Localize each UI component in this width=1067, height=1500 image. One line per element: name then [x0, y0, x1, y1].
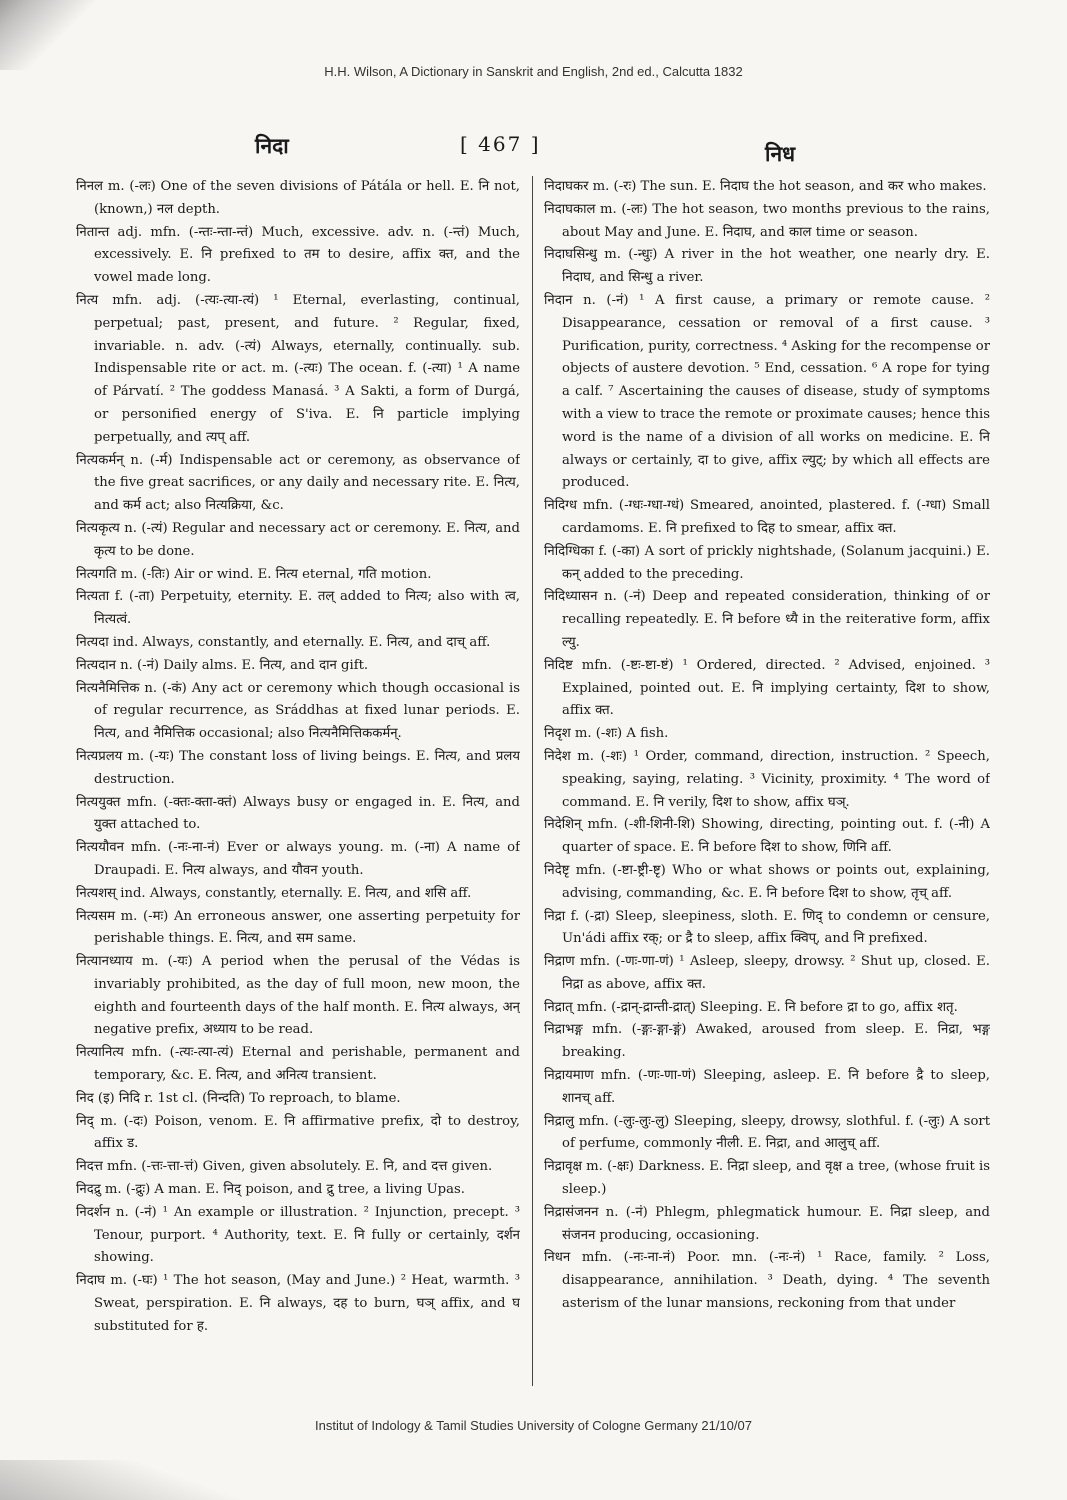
dictionary-entry: नित्यानध्याय m. (-यः) A period when the perusal of the Védas is invariably prohibited, as the day of full moon, new moon, the eighth and fourteenth days of the half month. E. नित्य always, अन् negative prefix, अध्याय to be read. [76, 954, 520, 1038]
dictionary-entry: निदृश m. (-शः) A fish. [544, 726, 669, 742]
dictionary-entry: नित्यशस् ind. Always, constantly, eternally. E. नित्य, and शसि aff. [76, 885, 472, 901]
source-caption: H.H. Wilson, A Dictionary in Sanskrit and English, 2nd ed., Calcutta 1832 [324, 64, 743, 79]
dictionary-entry: निदाघकर m. (-रः) The sun. E. निदाघ the hot season, and कर who makes. [544, 179, 987, 194]
dictionary-entry: निद्रावृक्ष m. (-क्षः) Darkness. E. निद्रा sleep, and वृक्ष a tree, (whose fruit is sleep.) [544, 1159, 990, 1198]
page-number: [ 467 ] [460, 132, 541, 156]
dictionary-entry: निद्रात् mfn. (-द्रान्-द्रान्ती-द्रात्) Sleeping. E. नि before द्रा to go, affix शतृ. [544, 999, 958, 1015]
dictionary-entry: नित्यसम m. (-मः) An erroneous answer, one asserting perpetuity for perishable things. E. नित्य, and सम same. [76, 908, 520, 947]
dictionary-entry: निदेश m. (-शः) ¹ Order, command, direction, instruction. ² Speech, speaking, saying, relating. ³ Vicinity, proximity. ⁴ The word of command. E. नि verily, दिश to show, affix घञ्. [544, 748, 990, 810]
dictionary-entry: निदर्शन n. (-नं) ¹ An example or illustration. ² Injunction, precept. ³ Tenour, purport. ⁴ Authority, text. E. नि fully or certainly, दर्शन showing. [76, 1204, 520, 1266]
dictionary-entry: निदिध्यासन n. (-नं) Deep and repeated consideration, thinking of or recalling repeatedly. E. नि before ध्यै in the reiterative form, affix ल्यु. [544, 589, 990, 650]
column-divider [532, 176, 533, 1386]
dictionary-entry: निद्रा f. (-द्रा) Sleep, sleepiness, sloth. E. णिद् to condemn or censure, Un'ádi affix रक्; or द्रै to sleep, affix क्विप्, and नि prefixed. [544, 908, 990, 947]
dictionary-entry: नित्यनैमित्तिक n. (-कं) Any act or ceremony which though occasional is of regular recurrence, as Sráddhas at fixed lunar periods. E. नित्य, and नैमित्तिक occasional; also नित्यनैमित्तिककर्मन्. [76, 680, 520, 742]
dictionary-entry: नित्ययुक्त mfn. (-क्तः-क्ता-क्तं) Always busy or engaged in. E. नित्य, and युक्त attached to. [76, 794, 520, 833]
dictionary-entry: नित्यदान n. (-नं) Daily alms. E. नित्य, and दान gift. [76, 657, 369, 673]
dictionary-entry: नित्यकृत्य n. (-त्यं) Regular and necessary act or ceremony. E. नित्य, and कृत्य to be done. [76, 520, 520, 559]
dictionary-entry: निदत्त mfn. (-त्तः-त्ता-त्तं) Given, given absolutely. E. नि, and दत्त given. [76, 1159, 493, 1175]
dictionary-entry: निनल m. (-लः) One of the seven divisions of Pátála or hell. E. नि not, (known,) नल depth. [76, 179, 520, 217]
dictionary-entry: नित्ययौवन mfn. (-नः-ना-नं) Ever or always young. m. (-ना) A name of Draupadi. E. नित्य always, and यौवन youth. [76, 840, 520, 878]
dictionary-entry: निदद्रु m. (-द्रुः) A man. E. निद् poison, and द्रु tree, a living Upas. [76, 1182, 465, 1198]
dictionary-entry: निदाघसिन्धु m. (-न्धुः) A river in the hot weather, one nearly dry. E. निदाघ, and सिन्धु a river. [544, 247, 990, 286]
dictionary-entry: नितान्त adj. mfn. (-न्तः-न्ता-न्तं) Much, excessive. adv. n. (-न्तं) Much, excessively. E. नि prefixed to तम to desire, affix क्त, and the vowel made long. [76, 224, 520, 286]
dictionary-entry: नित्यप्रलय m. (-यः) The constant loss of living beings. E. नित्य, and प्रलय destruction. [76, 748, 520, 787]
dictionary-entry: निद्राभङ्ग mfn. (-ङ्गः-ङ्गा-ङ्गं) Awaked, aroused from sleep. E. निद्रा, भङ्ग breaking. [544, 1022, 990, 1061]
scan-bottom-shadow [0, 1460, 240, 1500]
left-column [76, 176, 520, 1391]
dictionary-entry: नित्यकर्मन् n. (-र्म) Indispensable act or ceremony, as observance of the five great sacrifices, or any daily and necessary rite. E. नित्य, and कर्म act; also नित्यक्रिया, &c. [76, 452, 520, 514]
dictionary-entry: निदेष्टृ mfn. (-ष्टा-ष्ट्री-ष्टृ) Who or what shows or points out, explaining, advising, commanding, &c. E. नि before दिश to show, तृच् aff. [544, 862, 990, 901]
institution-caption: Institut of Indology & Tamil Studies University of Cologne Germany 21/10/07 [315, 1418, 752, 1433]
running-head-right: निध [765, 141, 796, 166]
dictionary-entry: निद्राण mfn. (-णः-णा-णं) ¹ Asleep, sleepy, drowsy. ² Shut up, closed. E. निद्रा as above, affix क्त. [544, 954, 990, 992]
dictionary-entry: नित्यता f. (-ता) Perpetuity, eternity. E. तल् added to नित्य; also with त्व, नित्यत्वं. [76, 589, 520, 628]
scan-corner-shadow [0, 0, 110, 70]
dictionary-entry: निद्रालु mfn. (-लुः-लुः-लु) Sleeping, sleepy, drowsy, slothful. f. (-लुः) A sort of perfume, commonly नीली. E. निद्रा, and आलुच् aff. [544, 1113, 990, 1152]
dictionary-entry: निधन mfn. (-नः-ना-नं) Poor. mn. (-नः-नं) ¹ Race, family. ² Loss, disappearance, annihilation. ³ Death, dying. ⁴ The seventh asterism of the lunar mansions, reckoning from that under [544, 1250, 990, 1312]
dictionary-entry: निदिष्ट mfn. (-ष्टः-ष्टा-ष्टं) ¹ Ordered, directed. ² Advised, enjoined. ³ Explained, pointed out. E. नि implying certainty, दिश to show, affix क्त. [544, 657, 990, 719]
dictionary-entry: निदान n. (-नं) ¹ A first cause, a primary or remote cause. ² Disappearance, cessation or removal of a first cause. ³ Purification, purity, correctness. ⁴ Asking for the recompense or objects of austere devotion. ⁵ End, cessation. ⁶ A rope for tying a calf. ⁷ Ascertaining the causes of disease, study of symptoms with a view to trace the remote or proximate causes; hence this word is the name of a division of all works on medicine. E. नि always or certainly, दा to give, affix ल्युट्; by which all effects are produced. [544, 292, 990, 491]
dictionary-entry: निदिग्ध mfn. (-ग्धः-ग्धा-ग्धं) Smeared, anointed, plastered. f. (-ग्धा) Small cardamoms. E. नि prefixed to दिह to smear, affix क्त. [544, 498, 990, 536]
running-head-left: निदा [255, 133, 289, 158]
dictionary-entry: निदेशिन् mfn. (-शी-शिनी-शि) Showing, directing, pointing out. f. (-नी) A quarter of space. E. नि before दिश to show, णिनि aff. [544, 817, 990, 856]
dictionary-entry: नित्यगति m. (-तिः) Air or wind. E. नित्य eternal, गति motion. [76, 566, 432, 582]
dictionary-entry: निद (इ) निदि r. 1st cl. (निन्दति) To reproach, to blame. [76, 1090, 401, 1106]
right-column [544, 176, 990, 1391]
dictionary-entry: निदाघ m. (-घः) ¹ The hot season, (May and June.) ² Heat, warmth. ³ Sweat, perspiration. E. नि always, दह to burn, घञ् affix, and घ substituted for ह. [76, 1273, 520, 1334]
dictionary-entry: निदाघकाल m. (-लः) The hot season, two months previous to the rains, about May and June. E. निदाघ, and काल time or season. [544, 201, 990, 240]
dictionary-entry: निद् m. (-दः) Poison, venom. E. नि affirmative prefix, दो to destroy, affix ड. [76, 1113, 520, 1152]
dictionary-entry: नित्य mfn. adj. (-त्यः-त्या-त्यं) ¹ Eternal, everlasting, continual, perpetual; past, present, and future. ² Regular, fixed, invariable. n. adv. (-त्यं) Always, eternally, continually. sub. Indispensable rite or act. m. (-त्यः) The ocean. f. (-त्या) ¹ A name of Párvatí. ² The goddess Manasá. ³ A Sakti, a form of Durgá, or personified energy of S'iva. E. नि particle implying perpetually, and त्यप् aff. [76, 292, 520, 445]
dictionary-entry: निदिग्धिका f. (-का) A sort of prickly nightshade, (Solanum jacquini.) E. कन् added to the preceding. [544, 543, 990, 582]
dictionary-entry: निद्रायमाण mfn. (-णः-णा-णं) Sleeping, asleep. E. नि before द्रै to sleep, शानच् aff. [544, 1068, 990, 1106]
dictionary-entry: नित्यदा ind. Always, constantly, and eternally. E. नित्य, and दाच् aff. [76, 634, 491, 650]
dictionary-entry: निद्रासंजनन n. (-नं) Phlegm, phlegmatick humour. E. निद्रा sleep, and संजनन producing, occasioning. [544, 1204, 990, 1243]
dictionary-entry: नित्यानित्य mfn. (-त्यः-त्या-त्यं) Eternal and perishable, permanent and temporary, &c. E. नित्य, and अनित्य transient. [76, 1045, 520, 1084]
